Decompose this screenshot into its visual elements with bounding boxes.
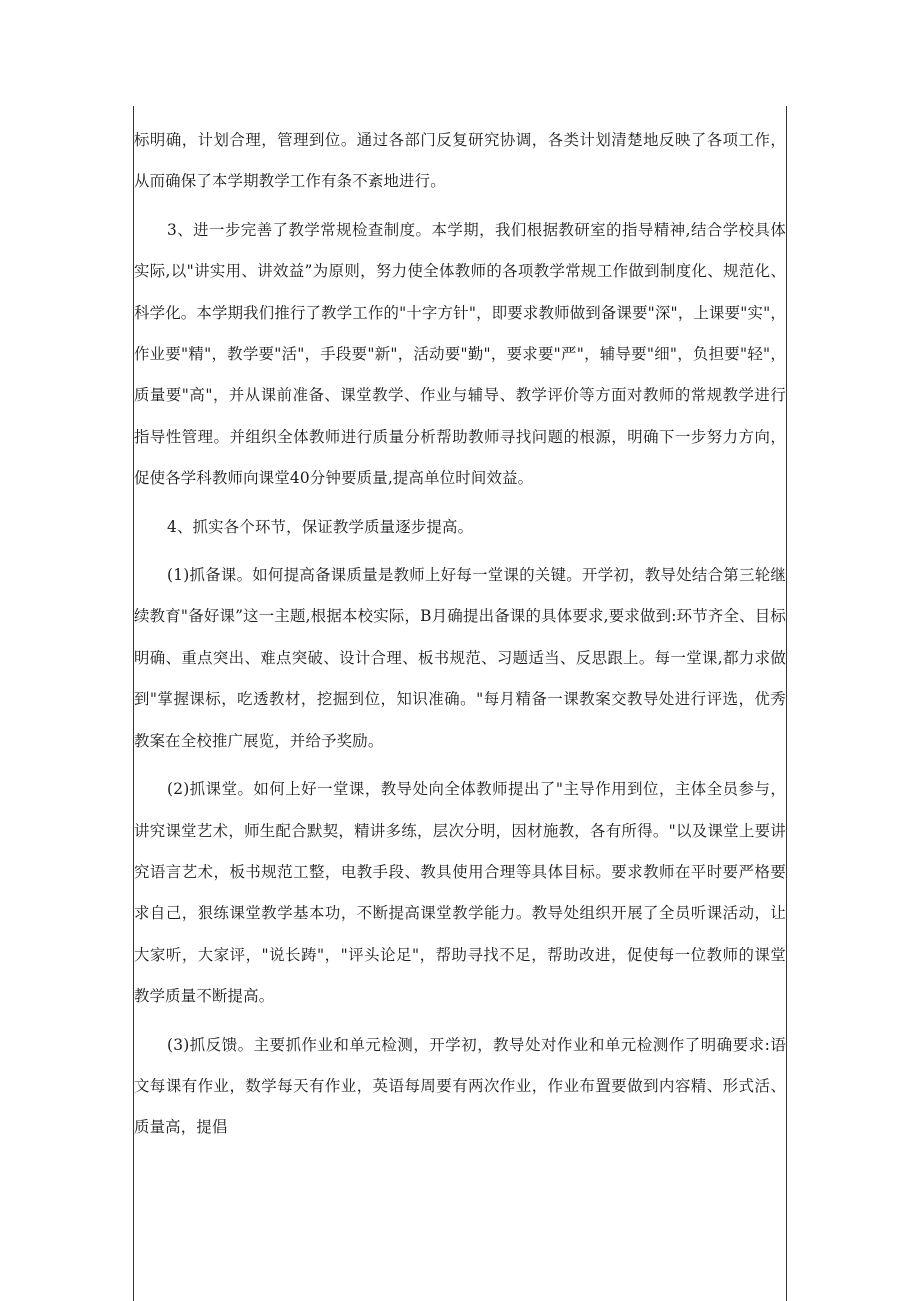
paragraph-feedback: (3)抓反馈。主要抓作业和单元检测，开学初，教导处对作业和单元检测作了明确要求:语文每课有作业，数学每天有作业，英语每周要有两次作业，作业布置要做到内容精、形式活、质量高，提倡 — [134, 1035, 786, 1137]
document-body — [134, 120, 786, 1156]
paragraph-lesson-prep: (1)抓备课。如何提高备课质量是教师上好每一堂课的关键。开学初，教导处结合第三轮继续教育"备好课”这一主题,根据本校实际，B月确提出备课的具体要求,要求做到:环节齐全、目标明确、重点突出、难点突破、设计合理、板书规范、习题适当、反思跟上。每一堂课,都力求做到"掌握课标，吃透教材，挖掘到位，知识准确。"每月精备一课教案交教导处进行评选，优秀教案在全校推广展览，并给予奖励。 — [134, 566, 786, 750]
paragraph-continuation: 标明确，计划合理，管理到位。通过各部门反复研究协调，各类计划清楚地反映了各项工作，从而确保了本学期教学工作有条不紊地进行。 — [134, 131, 786, 191]
paragraph-key-links: 4、抓实各个环节，保证教学质量逐步提高。 — [167, 517, 474, 536]
paragraph-routine-inspection: 3、进一步完善了教学常规检查制度。本学期，我们根据教研室的指导精神,结合学校具体实际,以"讲实用、讲效益”为原则，努力使全体教师的各项教学常规工作做到制度化、规范化、科学化。本学期我们推行了教学工作的"十字方针"，即要求教师做到备课要"深"，上课要"实"，作业要"精"，教学要"活"，手段要"新"，活动要"勤"，要求要"严"，辅导要"细"，负担要"轻"，质量要"高"，并从课前准备、课堂教学、作业与辅导、教学评价等方面对教师的常规教学进行指导性管理。并组织全体教师进行质量分析帮助教师寻找问题的根源，明确下一步努力方向，促使各学科教师向课堂40分钟要质量,提高单位时间效益。 — [134, 220, 786, 488]
paragraph-classroom: (2)抓课堂。如何上好一堂课，教导处向全体教师提出了"主导作用到位，主体全员参与，讲究课堂艺术，师生配合默契，精讲多练，层次分明，因材施教，各有所得。"以及课堂上要讲究语言艺术，板书规范工整，电教手段、教具使用合理等具体目标。要求教师在平时要严格要求自己，狠练课堂教学基本功，不断提高课堂教学能力。教导处组织开展了全员听课活动，让大家听，大家评，"说长踌"，"评头论足"，帮助寻找不足，帮助改进，促使每一位教师的课堂教学质量不断提高。 — [134, 780, 786, 1006]
